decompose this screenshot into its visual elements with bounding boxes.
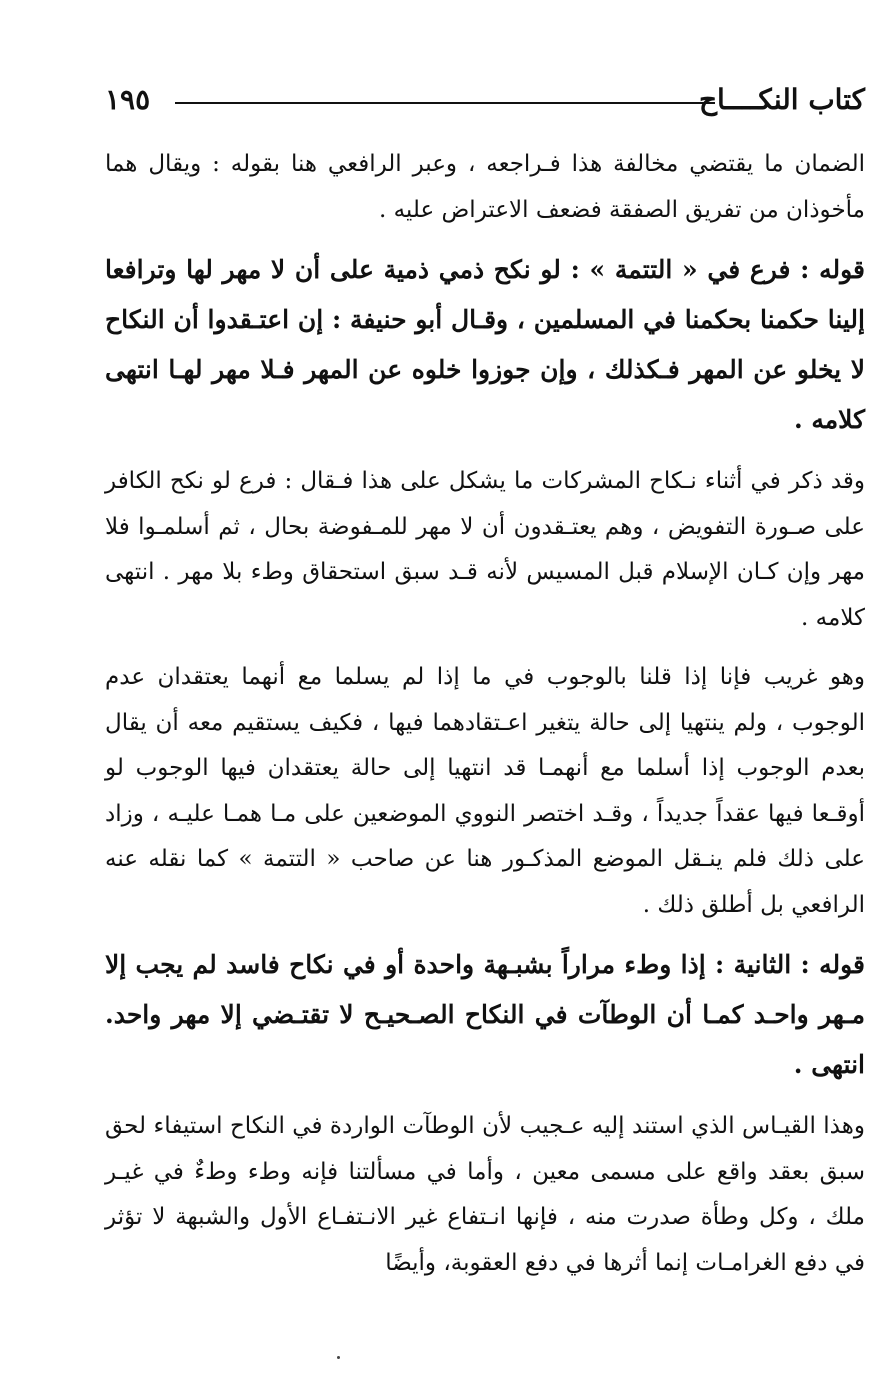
header-rule: [175, 102, 715, 104]
paragraph-6: وهذا القيـاس الذي استند إليه عـجيب لأن الوطآت الواردة في النكاح استيفاء لحق سبق بعقد واقع على مسمى معين ، وأما في مسألتنا فإنه وطء وطءٌ في غيـر ملك ، وكل وطأة صدرت منه ، فإنها انـتفاع غير الانـتفـاع الأول والشبهة لا تؤثر في دفع الغرامـات إنما أثرها في دفع العقوبة، وأيضًا: [105, 1113, 865, 1276]
paragraph-4: وهو غريب فإنا إذا قلنا بالوجوب في ما إذا لم يسلما مع أنهما يعتقدان عدم الوجوب ، ولم ينتهيا إلى حالة يتغير اعـتقادهما فيها ، فكيف يستقيم معه أن يقال بعدم الوجوب إذا أسلما مع أنهمـا قد انتهيا إلى حالة يعتقدان فيها الوجوب لو أوقـعا فيها عقداً جديداً ، وقـد اختصر النووي الموضعين على مـا همـا عليـه ، وزاد على ذلك فلم ينـقل الموضع المذكـور هنا عن صاحب « التتمة » كما نقله عنه الرافعي بل أطلق ذلك .: [105, 664, 865, 918]
paragraph-5-quote: قوله : الثانية : إذا وطء مراراً بشبـهة واحدة أو في نكاح فاسد لم يجب إلا مـهر واحـد كمـا أن الوطآت في النكاح الصـحيـح لا تقتـضي إلا مهر واحد. انتهى .: [105, 950, 865, 1079]
scan-speck: [337, 1356, 340, 1359]
chapter-title: كتاب النكــــاح: [698, 83, 865, 116]
paragraph-2-quote: قوله : فرع في « التتمة » : لو نكح ذمي ذمية على أن لا مهر لها وترافعا إلينا حكمنا بحكمنا في المسلمين ، وقـال أبو حنيفة : إن اعتـقدوا أن النكاح لا يخلو عن المهر فـكذلك ، وإن جوزوا خلوه عن المهر فـلا مهر لهـا انتهى كلامه .: [105, 255, 865, 434]
body-text: [105, 142, 865, 1286]
running-header: [105, 80, 865, 124]
paragraph-3: وقد ذكر في أثناء نـكاح المشركات ما يشكل على هذا فـقال : فرع لو نكح الكافر على صـورة التفويض ، وهم يعتـقدون أن لا مهر للمـفوضة بحال ، ثم أسلمـوا فلا مهر وإن كـان الإسلام قبل المسيس لأنه قـد سبق استحقاق وطء بلا مهر . انتهى كلامه .: [105, 468, 865, 631]
paragraph-1: الضمان ما يقتضي مخالفة هذا فـراجعه ، وعبر الرافعي هنا بقوله : ويقال هما مأخوذان من تفريق الصفقة فضعف الاعتراض عليه .: [105, 151, 865, 223]
page-number: ١٩٥: [105, 83, 151, 116]
